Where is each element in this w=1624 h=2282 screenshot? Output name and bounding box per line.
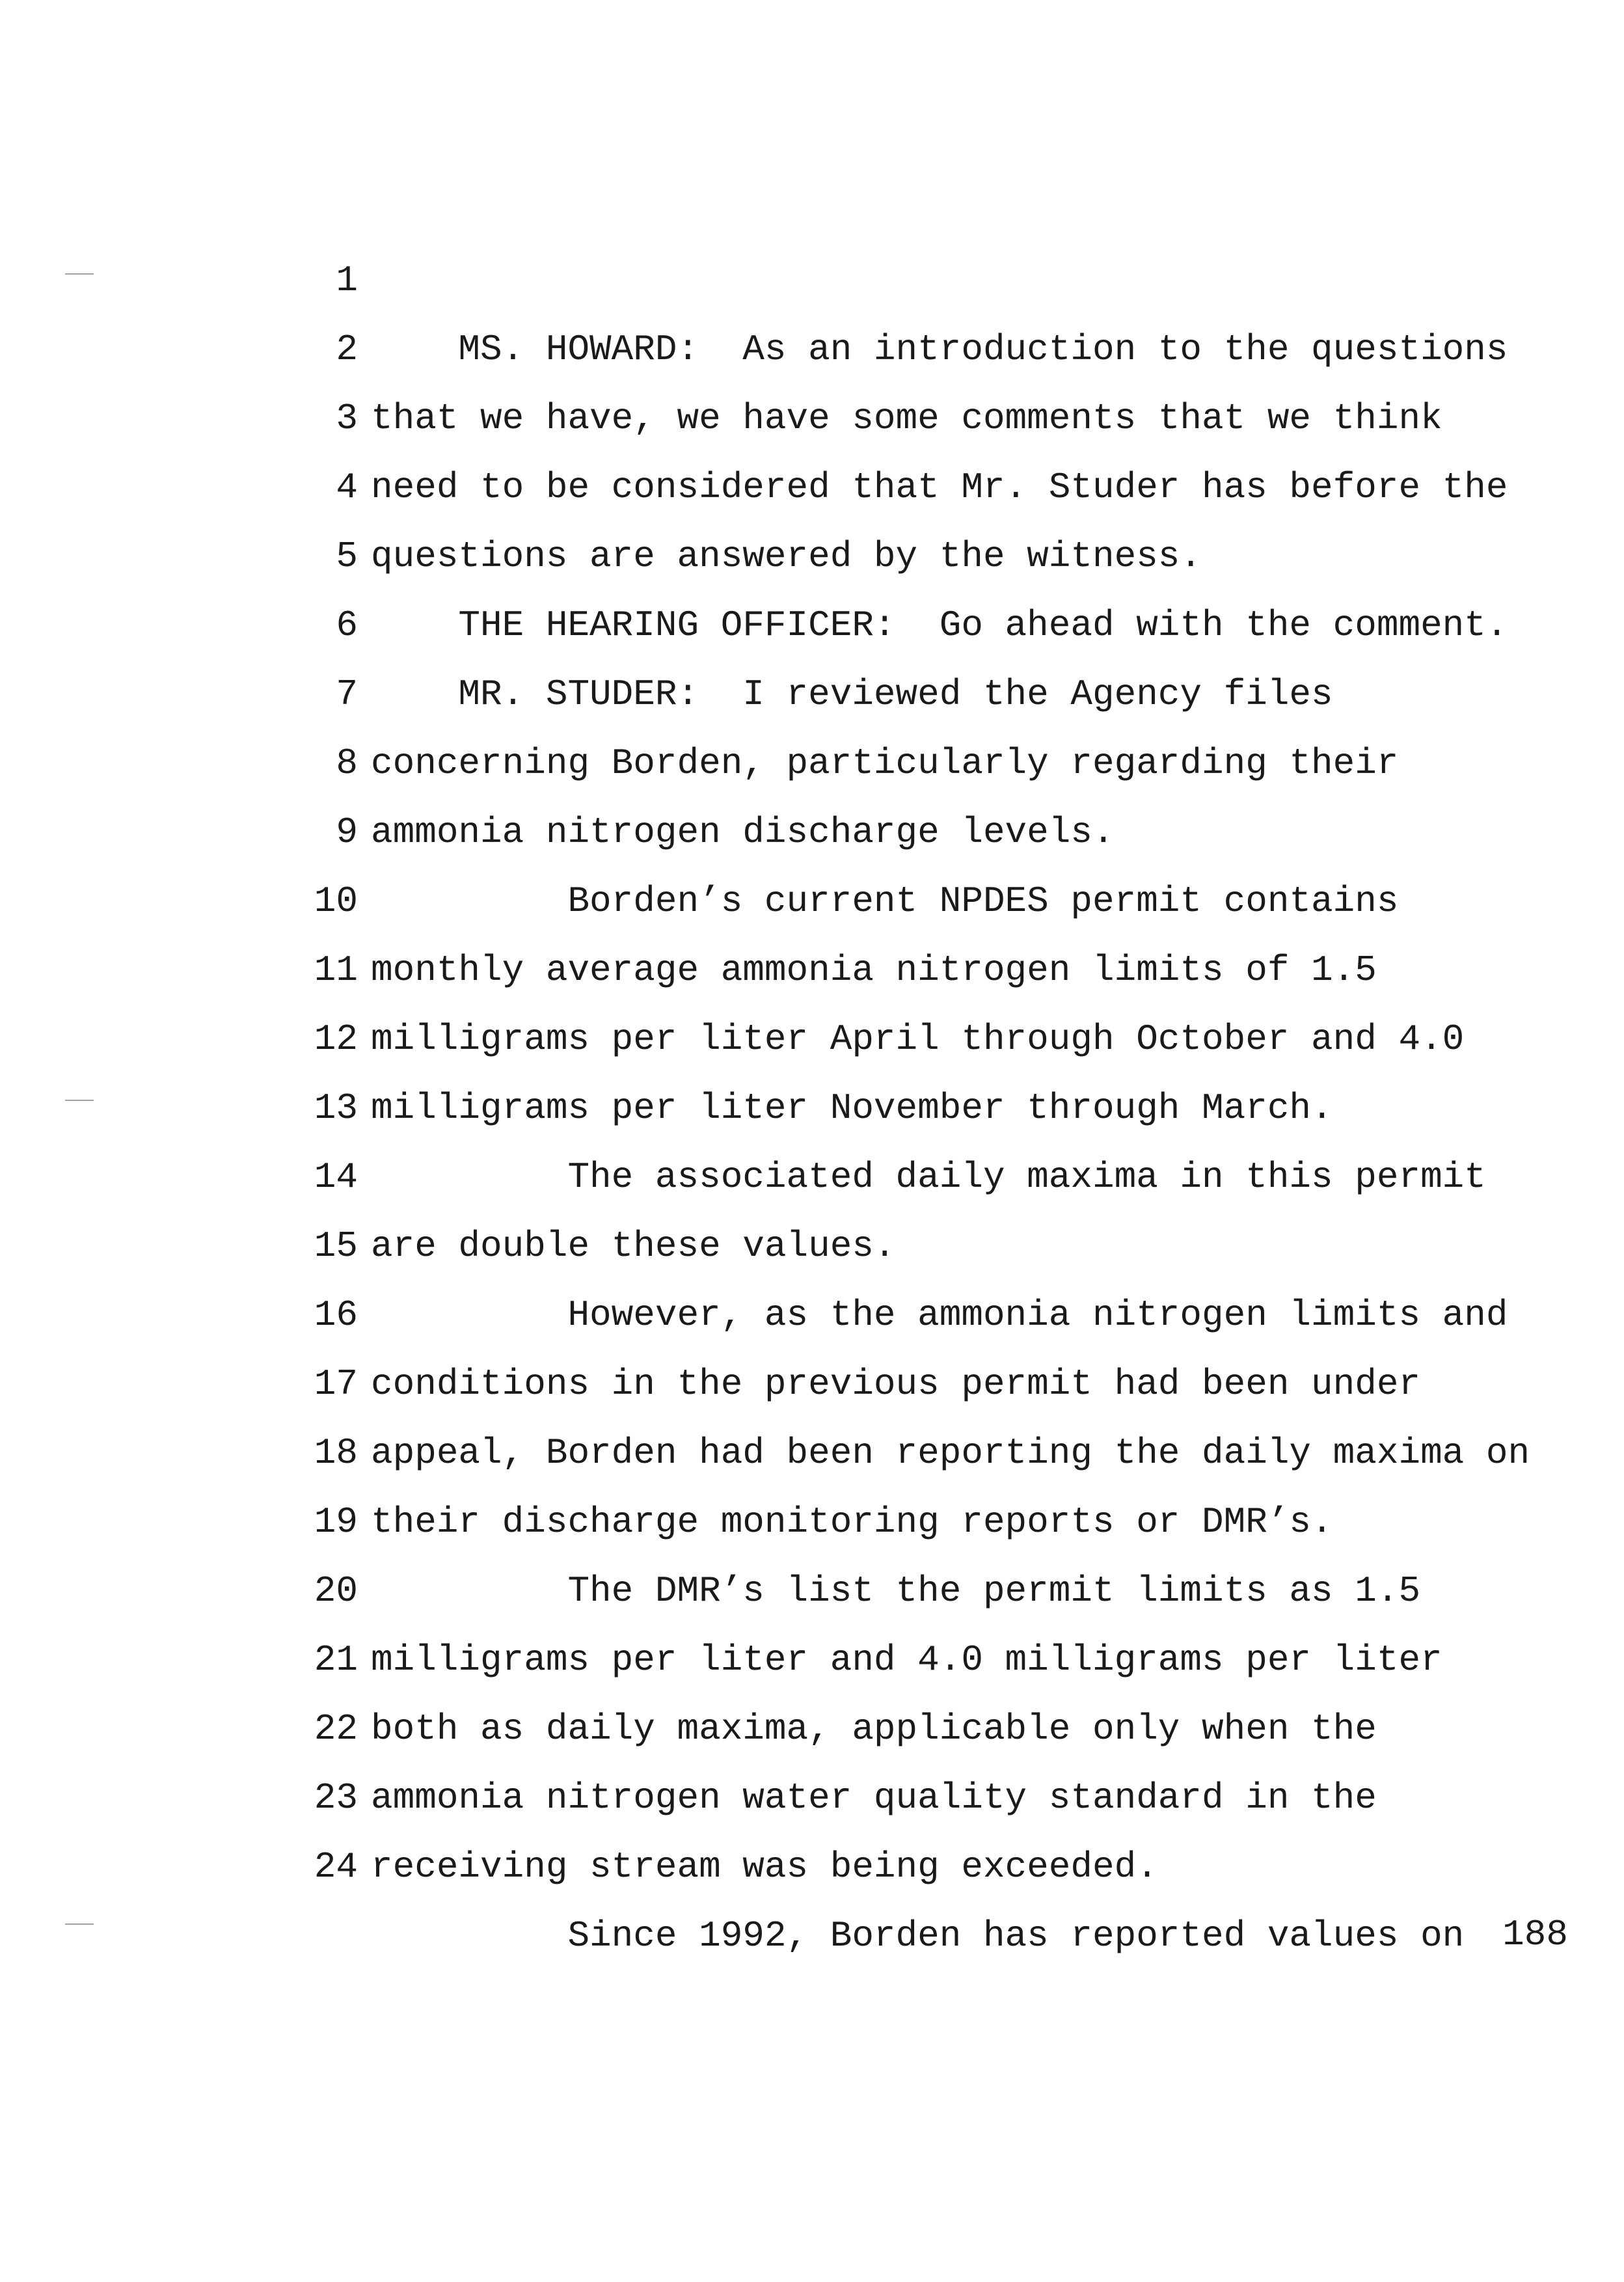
line-text: milligrams per liter November through March.: [371, 1087, 1333, 1129]
line-number: 23: [314, 1777, 358, 1819]
line-text: However, as the ammonia nitrogen limits and: [371, 1294, 1508, 1336]
line-number: 18: [314, 1432, 358, 1474]
line-text: milligrams per liter April through October and 4.0: [371, 1018, 1465, 1060]
line-number: 4: [336, 467, 358, 508]
line-text: that we have, we have some comments that we think: [371, 398, 1442, 439]
line-number: 24: [314, 1846, 358, 1888]
line-text: Since 1992, Borden has reported values on: [371, 1915, 1465, 1957]
line-text: both as daily maxima, applicable only when the: [371, 1708, 1377, 1750]
line-number: 19: [314, 1501, 358, 1543]
transcript-line: [0, 177, 1624, 370]
line-text: conditions in the previous permit had been under: [371, 1363, 1421, 1405]
line-text: questions are answered by the witness.: [371, 536, 1202, 577]
line-number: 7: [336, 673, 358, 715]
line-text: The associated daily maxima in this permit: [371, 1156, 1486, 1198]
page-number: 188: [1502, 1914, 1568, 1955]
line-text: The DMR’s list the permit limits as 1.5: [371, 1570, 1421, 1612]
line-text: MR. STUDER: I reviewed the Agency files: [371, 673, 1333, 715]
line-text: are double these values.: [371, 1225, 896, 1267]
line-number: 8: [336, 742, 358, 784]
line-number: 21: [314, 1639, 358, 1681]
line-number: 14: [314, 1156, 358, 1198]
line-text: appeal, Borden had been reporting the daily maxima on: [371, 1432, 1530, 1474]
line-text: ammonia nitrogen discharge levels.: [371, 811, 1115, 853]
line-number: 10: [314, 880, 358, 922]
line-number: 13: [314, 1087, 358, 1129]
line-number: 5: [336, 536, 358, 577]
line-text: ammonia nitrogen water quality standard in the: [371, 1777, 1377, 1819]
line-text: need to be considered that Mr. Studer has before the: [371, 467, 1508, 508]
line-number: 22: [314, 1708, 358, 1750]
line-text: Borden’s current NPDES permit contains: [371, 880, 1399, 922]
line-text: receiving stream was being exceeded.: [371, 1846, 1158, 1888]
line-text: THE HEARING OFFICER: Go ahead with the comment.: [371, 604, 1508, 646]
line-number: 3: [336, 398, 358, 439]
line-text: their discharge monitoring reports or DMR’s.: [371, 1501, 1333, 1543]
line-number: 20: [314, 1570, 358, 1612]
line-text: MS. HOWARD: As an introduction to the questions: [371, 329, 1508, 370]
line-number: 16: [314, 1294, 358, 1336]
line-number: 6: [336, 604, 358, 646]
line-number: 1: [336, 260, 358, 301]
line-number: 17: [314, 1363, 358, 1405]
line-number: 2: [336, 329, 358, 370]
line-number: 11: [314, 949, 358, 991]
line-number: 12: [314, 1018, 358, 1060]
line-text: milligrams per liter and 4.0 milligrams per liter: [371, 1639, 1442, 1681]
line-number: 15: [314, 1225, 358, 1267]
line-text: concerning Borden, particularly regarding their: [371, 742, 1399, 784]
line-text: monthly average ammonia nitrogen limits of 1.5: [371, 949, 1377, 991]
line-number: 9: [336, 811, 358, 853]
